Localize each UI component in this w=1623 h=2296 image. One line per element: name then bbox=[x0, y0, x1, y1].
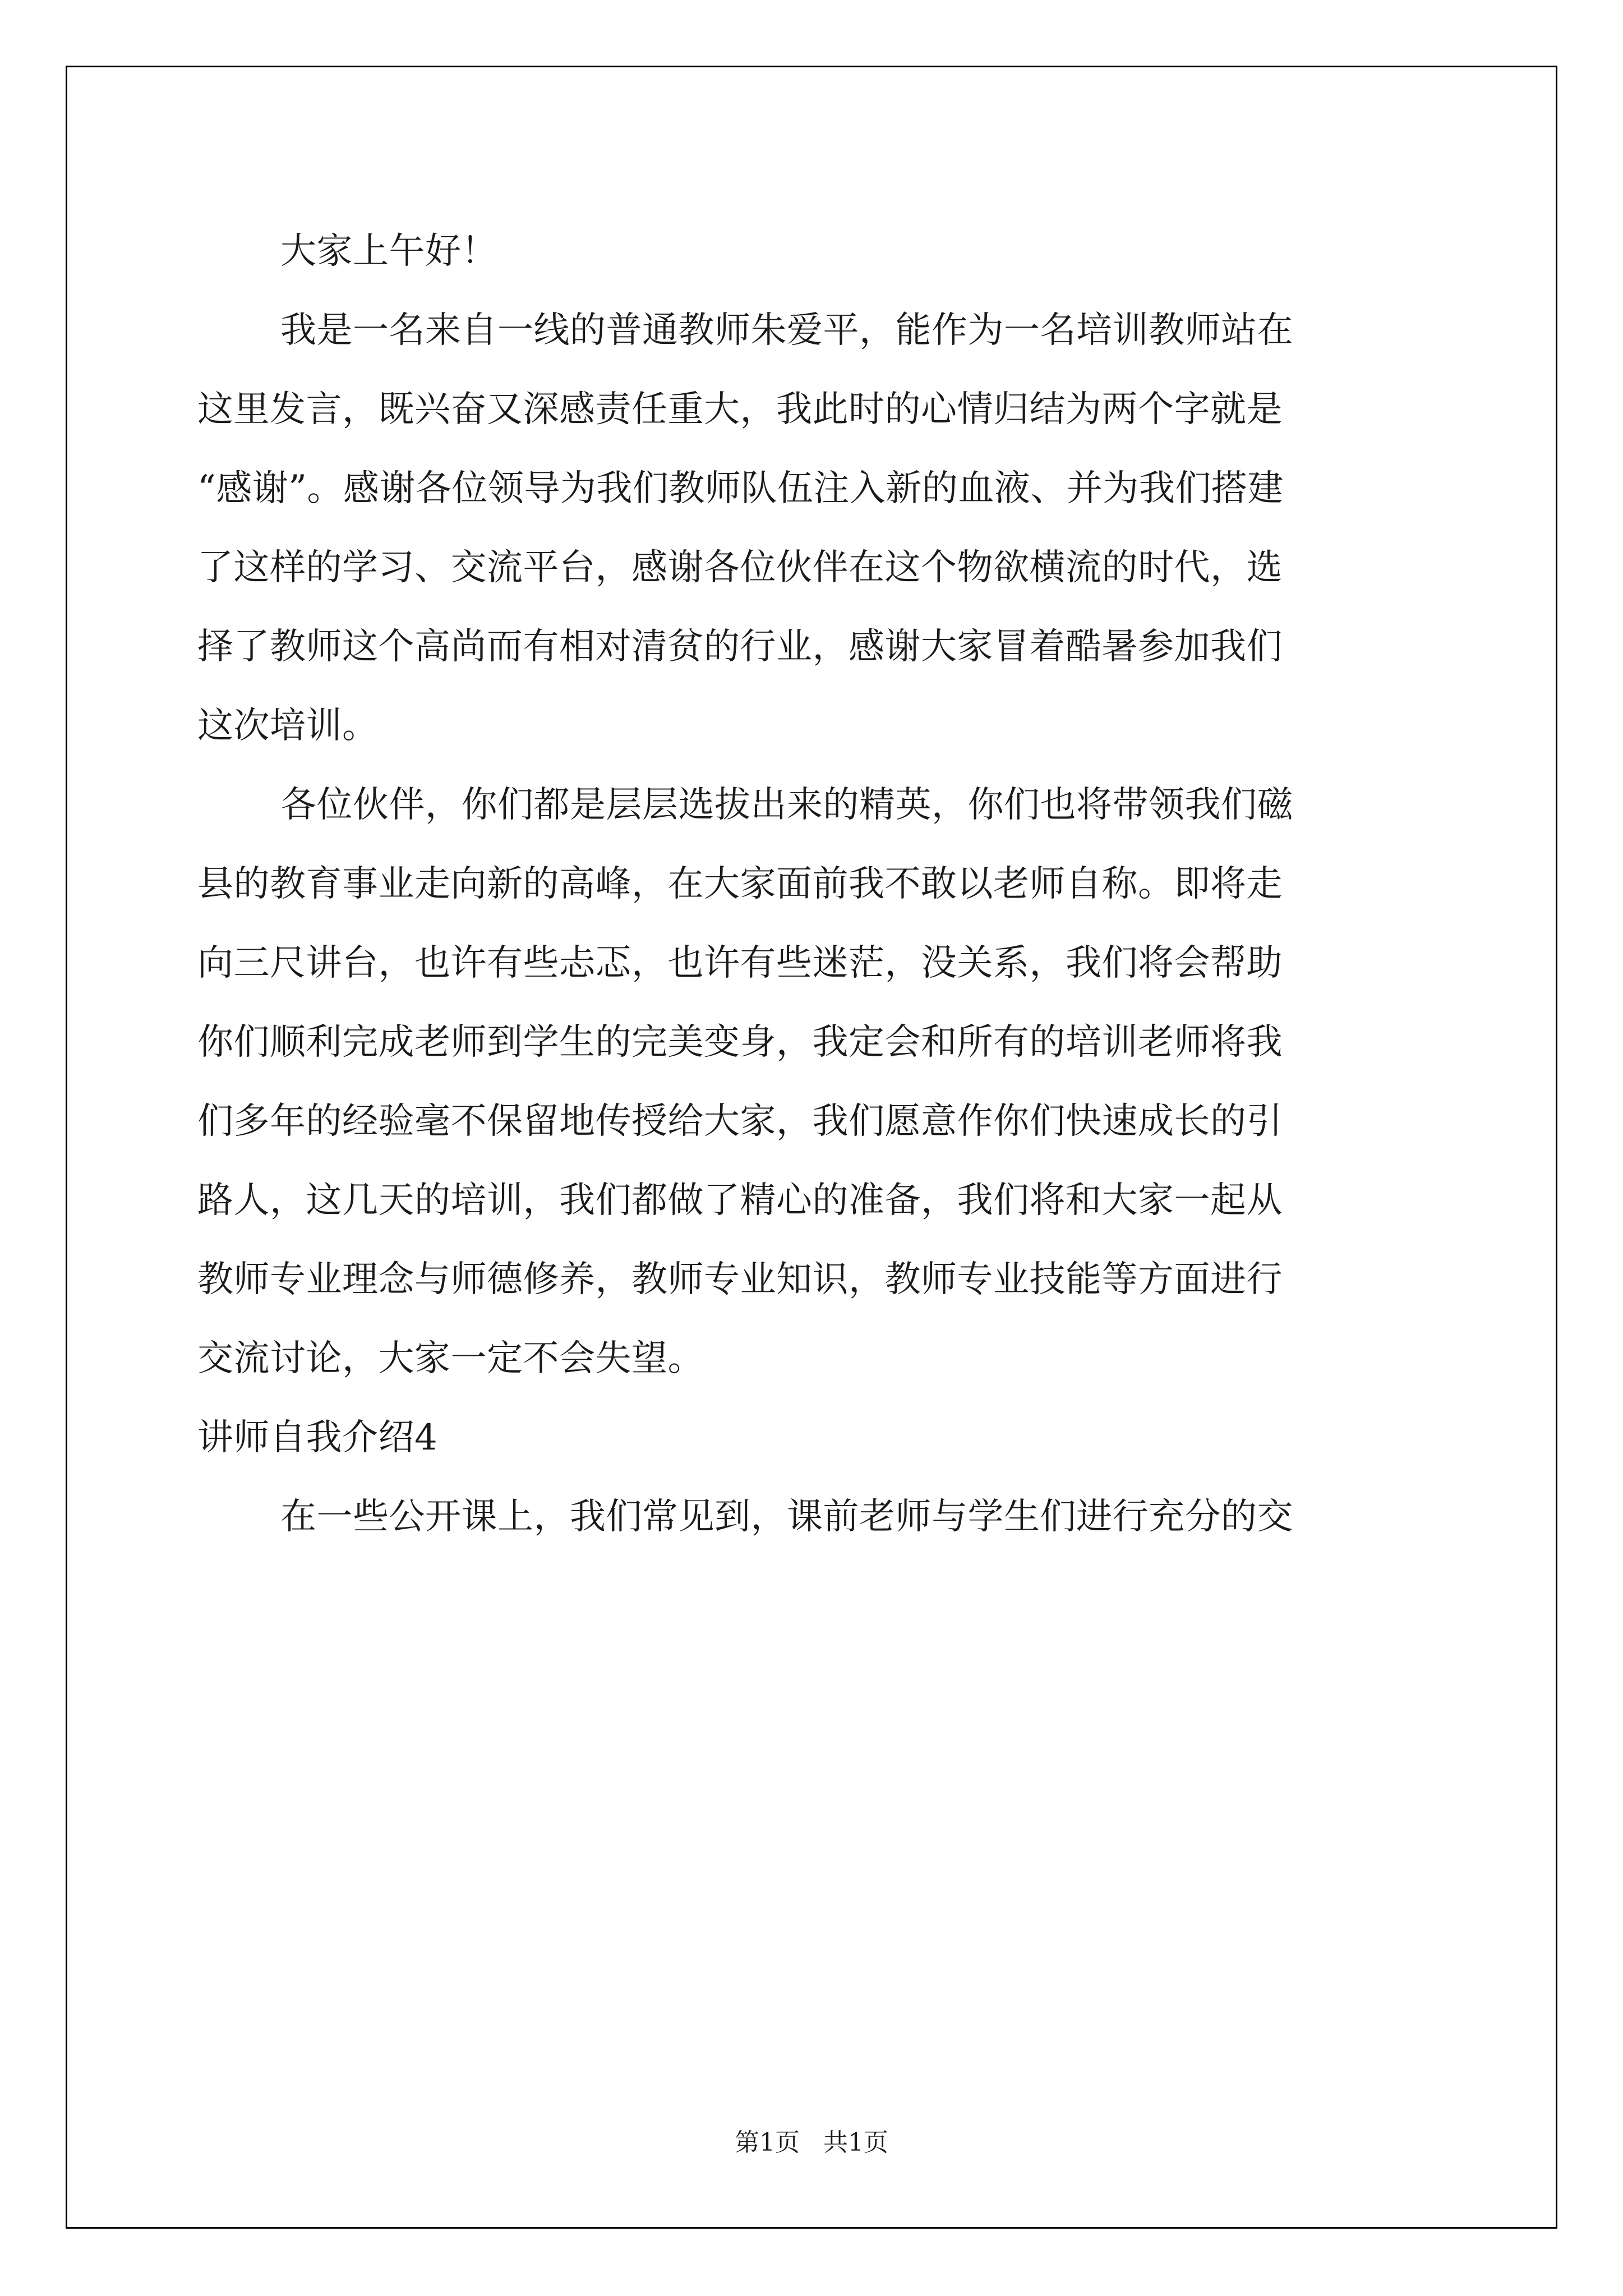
paragraph-line: 们多年的经验毫不保留地传授给大家，我们愿意作你们快速成长的引 bbox=[197, 1101, 1283, 1142]
greeting-line: 大家上午好！ bbox=[280, 231, 497, 272]
paragraph-line: 择了教师这个高尚而有相对清贫的行业，感谢大家冒着酷暑参加我们 bbox=[197, 626, 1283, 668]
paragraph-line: 这次培训。 bbox=[197, 705, 379, 747]
paragraph-line: 县的教育事业走向新的高峰，在大家面前我不敢以老师自称。即将走 bbox=[197, 863, 1283, 905]
section-heading: 讲师自我介绍4 bbox=[197, 1417, 438, 1458]
paragraph-line: “感谢”。感谢各位领导为我们教师队伍注入新的血液、并为我们搭建 bbox=[197, 468, 1284, 509]
paragraph-line: 各位伙伴，你们都是层层选拔出来的精英，你们也将带领我们磁 bbox=[280, 784, 1293, 826]
paragraph-line: 教师专业理念与师德修养，教师专业知识，教师专业技能等方面进行 bbox=[197, 1259, 1283, 1300]
paragraph-line: 你们顺利完成老师到学生的完美变身，我定会和所有的培训老师将我 bbox=[197, 1022, 1283, 1063]
paragraph-line: 这里发言，既兴奋又深感责任重大，我此时的心情归结为两个字就是 bbox=[197, 389, 1283, 430]
page-footer: 第1页 共1页 bbox=[735, 2128, 888, 2157]
paragraph-line: 我是一名来自一线的普通教师朱爱平，能作为一名培训教师站在 bbox=[280, 310, 1293, 351]
paragraph-line: 路人，这几天的培训，我们都做了精心的准备，我们将和大家一起从 bbox=[197, 1180, 1283, 1221]
document-body bbox=[197, 212, 1429, 1557]
paragraph-line: 向三尺讲台，也许有些忐忑，也许有些迷茫，没关系，我们将会帮助 bbox=[197, 942, 1283, 984]
paragraph-line: 在一些公开课上，我们常见到，课前老师与学生们进行充分的交 bbox=[280, 1496, 1293, 1538]
paragraph-line: 交流讨论，大家一定不会失望。 bbox=[197, 1338, 704, 1379]
paragraph-line: 了这样的学习、交流平台，感谢各位伙伴在这个物欲横流的时代，选 bbox=[197, 547, 1283, 588]
